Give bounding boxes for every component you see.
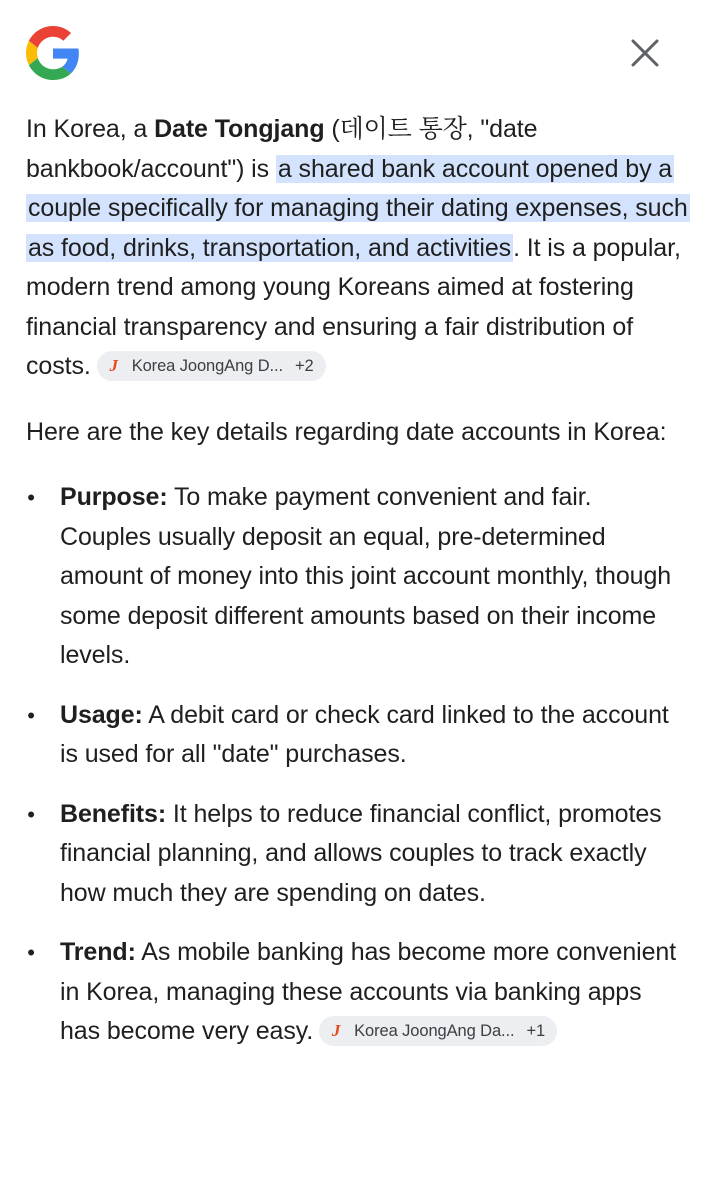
header (0, 0, 708, 100)
list-item-trend (26, 933, 688, 1052)
list-item-title: Usage: (60, 700, 143, 729)
bullet: • (27, 940, 35, 965)
source-chip-count: +2 (294, 357, 314, 375)
source-chip[interactable] (97, 351, 326, 381)
intro-paragraph (26, 110, 688, 387)
source-chip-label: Korea JoongAng Da... (354, 1022, 515, 1040)
list-item-text: As mobile banking has become more convenient in Korea, managing these accounts via banking apps has become very easy. (60, 938, 677, 1045)
list-item-text: To make payment convenient and fair. Couples usually deposit an equal, pre-determined amount of money into this joint account monthly, though some deposit different amounts based on their income levels. (60, 483, 672, 669)
intro-text-korean: (데이트 통장, "date bankbook/account") is (26, 115, 538, 183)
list-item-text: A debit card or check card linked to the account is used for all "date" purchases. (60, 700, 669, 768)
list-item-title: Trend: (60, 938, 136, 966)
source-chip-label: Korea JoongAng D... (131, 357, 283, 375)
intro-text: In Korea, a (26, 115, 155, 143)
intro-text-end: . It is a popular, modern trend among young Koreans aimed at fostering financial transparency and ensuring a fair distribution of costs. (26, 233, 681, 380)
highlighted-definition: a shared bank account opened by a couple specifically for managing their dating expenses, such as food, drinks, transportation, and activities (28, 154, 688, 262)
answer-content (26, 110, 688, 1072)
details-intro: Here are the key details regarding date accounts in Korea: (26, 417, 667, 446)
list-item-text: It helps to reduce financial conflict, promotes financial planning, and allows couples to track exactly how much they are spending on dates. (60, 799, 662, 907)
bullet: • (27, 801, 35, 827)
term-bold: Date Tongjang (154, 115, 325, 143)
list-item-purpose (26, 478, 688, 676)
details-list (26, 478, 688, 1052)
list-item-title: Benefits: (60, 799, 167, 828)
list-item-benefits (26, 795, 688, 914)
korea-joongang-icon: J (331, 1021, 341, 1040)
korea-joongang-icon: J (109, 356, 118, 375)
close-button[interactable] (622, 30, 668, 76)
close-icon (630, 38, 660, 68)
list-item-title: Purpose: (60, 483, 168, 511)
google-g-icon (26, 26, 80, 80)
list-item-usage (26, 696, 688, 775)
bullet: • (27, 485, 35, 510)
source-chip[interactable] (319, 1016, 557, 1046)
bullet: • (27, 702, 35, 728)
source-chip-count: +1 (526, 1022, 546, 1040)
